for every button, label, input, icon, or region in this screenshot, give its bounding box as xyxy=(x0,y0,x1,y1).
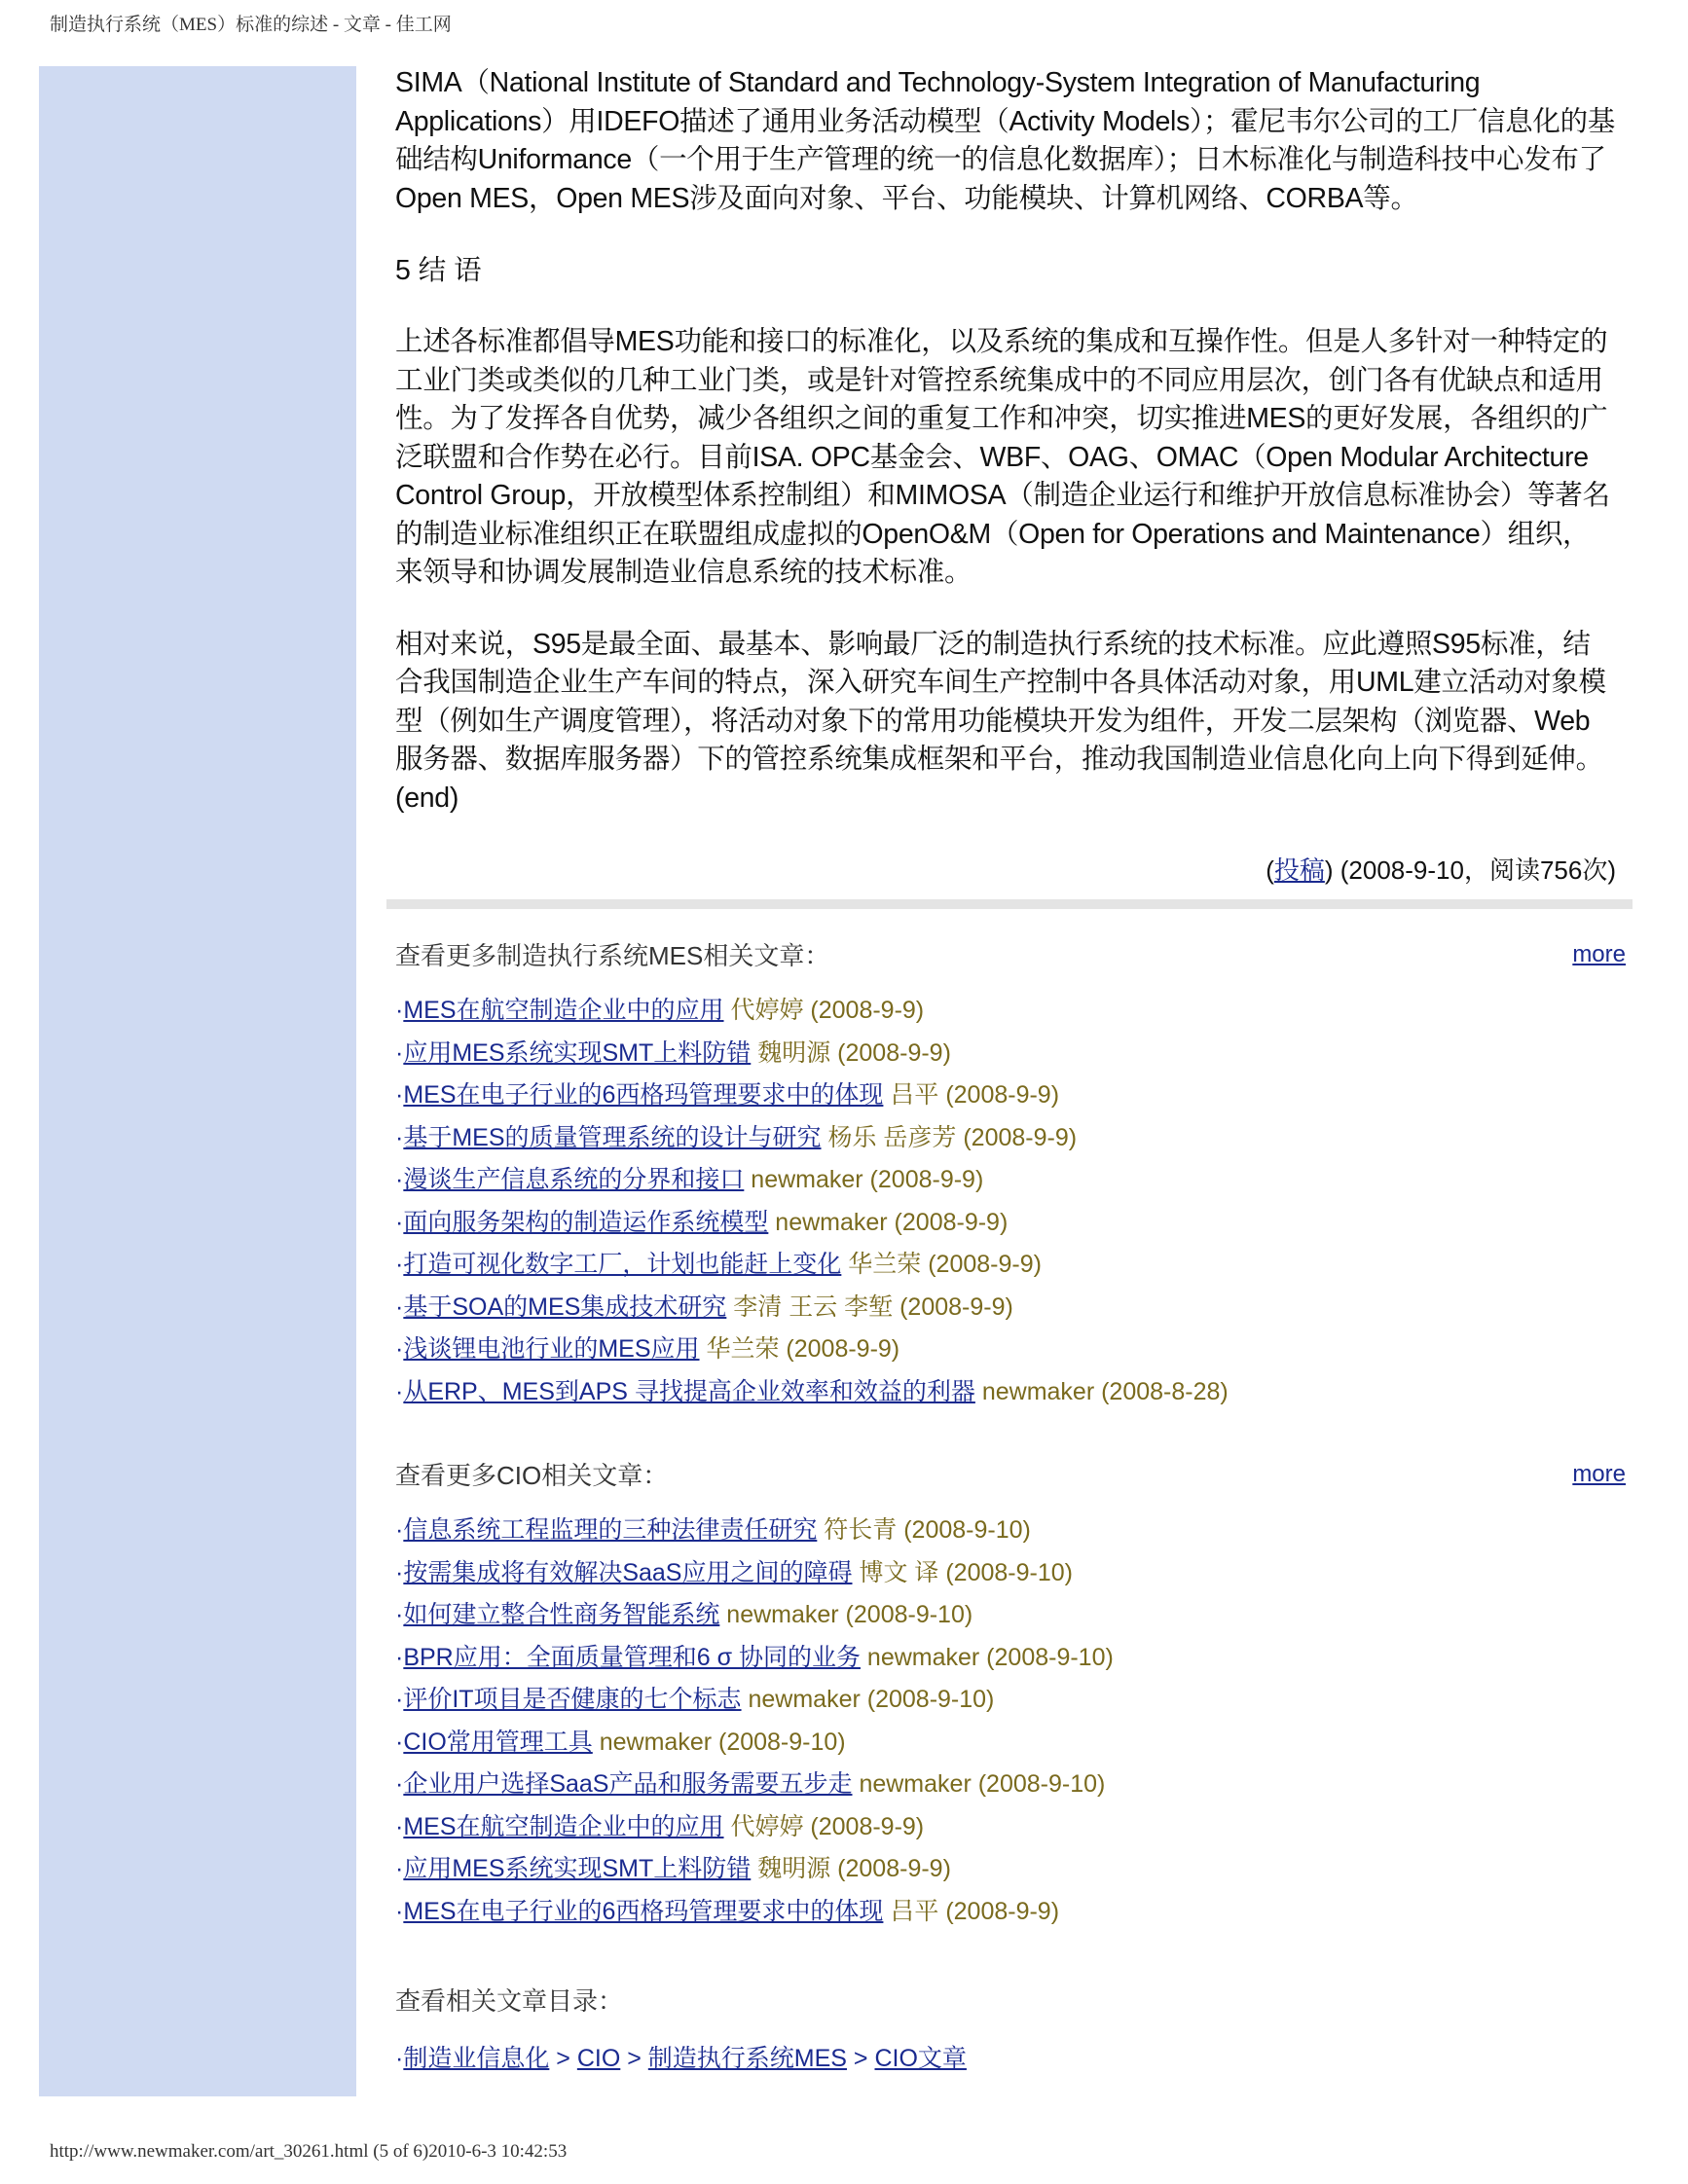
list-bullet: · xyxy=(395,1038,404,1067)
related-article-item xyxy=(395,1637,1626,1680)
list-bullet: · xyxy=(395,1897,404,1925)
related-article-meta: 魏明源 (2008-9-9) xyxy=(751,1038,951,1067)
related-article-item xyxy=(395,1806,1626,1849)
category-link-cio-articles[interactable]: CIO文章 xyxy=(874,2045,967,2072)
related-article-meta: 符长青 (2008-9-10) xyxy=(817,1516,1031,1544)
related-article-item xyxy=(395,1510,1626,1552)
related-article-link[interactable]: 评价IT项目是否健康的七个标志 xyxy=(403,1686,742,1713)
related-article-item xyxy=(395,1722,1626,1765)
related-article-link[interactable]: 按需集成将有效解决SaaS应用之间的障碍 xyxy=(403,1558,853,1586)
list-bullet: · xyxy=(395,1251,404,1278)
section-divider xyxy=(386,899,1633,909)
related-article-link[interactable]: 应用MES系统实现SMT上料防错 xyxy=(403,1038,752,1067)
related-article-link[interactable]: MES在电子行业的6西格玛管理要求中的体现 xyxy=(403,1897,884,1925)
related-article-item xyxy=(395,1117,1626,1160)
cio-more-link[interactable]: more xyxy=(1572,1460,1626,1487)
related-article-link[interactable]: 信息系统工程监理的三种法律责任研究 xyxy=(403,1516,818,1544)
list-bullet: · xyxy=(395,1558,404,1586)
category-section xyxy=(395,1982,1626,2074)
post-meta-info: ) (2008-9-10，阅读756次) xyxy=(1324,855,1616,885)
related-article-item xyxy=(395,1679,1626,1722)
category-separator: > xyxy=(620,2045,648,2072)
list-bullet: · xyxy=(395,1208,404,1236)
related-article-item xyxy=(395,1244,1626,1287)
related-article-item xyxy=(395,1329,1626,1371)
print-header: 制造执行系统（MES）标准的综述 - 文章 - 佳工网 xyxy=(50,15,452,35)
related-article-meta: newmaker (2008-9-10) xyxy=(741,1686,995,1713)
related-article-meta: newmaker (2008-9-10) xyxy=(592,1728,846,1756)
list-bullet: · xyxy=(395,1728,404,1756)
related-article-meta: 吕平 (2008-9-9) xyxy=(883,1897,1060,1925)
related-article-item xyxy=(395,1848,1626,1891)
list-bullet: · xyxy=(395,1516,404,1544)
related-article-meta: newmaker (2008-9-9) xyxy=(744,1166,984,1193)
article-paragraph-3: 相对来说，S95是最全面、最基本、影响最厂泛的制造执行系统的技术标准。应此遵照S95标准，结合我国制造企业生产车间的特点，深入研究车间生产控制中各具体活动对象，用UML建立活动对象模型（例如生产调度管理），将活动对象下的常用功能模块开发为组件，开发二层架构（浏览器、Web服务器、数据库服务器）下的管控系统集成框架和平台，推动我国制造业信息化向上向下得到延伸。(end) xyxy=(395,628,1606,814)
related-article-item xyxy=(395,1764,1626,1806)
list-bullet: · xyxy=(395,1601,404,1628)
related-article-meta: newmaker (2008-9-10) xyxy=(852,1770,1106,1798)
category-bullet: · xyxy=(395,2045,404,2072)
list-bullet: · xyxy=(395,1335,404,1363)
list-bullet: · xyxy=(395,1770,404,1798)
related-article-item xyxy=(395,1287,1626,1329)
related-article-item xyxy=(395,1202,1626,1245)
related-article-item xyxy=(395,1033,1626,1075)
category-link-manufacturing-it[interactable]: 制造业信息化 xyxy=(403,2045,550,2072)
related-article-link[interactable]: 面向服务架构的制造运作系统模型 xyxy=(403,1208,769,1236)
mes-related-list xyxy=(395,990,1626,1413)
category-heading: 查看相关文章目录： xyxy=(395,1986,624,2016)
related-article-link[interactable]: CIO常用管理工具 xyxy=(403,1728,593,1756)
related-article-meta: 博文 译 (2008-9-10) xyxy=(852,1558,1073,1586)
article-body xyxy=(395,64,1616,887)
list-bullet: · xyxy=(395,1166,404,1193)
related-article-item xyxy=(395,1371,1626,1414)
submit-article-link[interactable]: 投稿 xyxy=(1273,855,1325,885)
related-article-item xyxy=(395,1891,1626,1934)
category-link-mes[interactable]: 制造执行系统MES xyxy=(647,2045,847,2072)
left-sidebar xyxy=(39,66,356,2096)
related-article-link[interactable]: 基于MES的质量管理系统的设计与研究 xyxy=(403,1123,822,1151)
related-article-meta: 杨乐 岳彦芳 (2008-9-9) xyxy=(821,1123,1078,1151)
related-article-link[interactable]: 从ERP、MES到APS 寻找提高企业效率和效益的利器 xyxy=(403,1377,975,1405)
related-article-meta: newmaker (2008-9-10) xyxy=(719,1601,973,1628)
list-bullet: · xyxy=(395,1686,404,1713)
related-article-meta: 魏明源 (2008-9-9) xyxy=(751,1855,951,1882)
related-article-item xyxy=(395,990,1626,1033)
related-article-link[interactable]: 浅谈锂电池行业的MES应用 xyxy=(403,1335,700,1363)
list-bullet: · xyxy=(395,1377,404,1405)
related-article-link[interactable]: 企业用户选择SaaS产品和服务需要五步走 xyxy=(403,1770,853,1798)
mes-more-link[interactable]: more xyxy=(1572,940,1626,967)
list-bullet: · xyxy=(395,997,404,1024)
print-footer: http://www.newmaker.com/art_30261.html (5 of 6)2010-6-3 10:42:53 xyxy=(50,2141,568,2162)
related-article-meta: 吕平 (2008-9-9) xyxy=(883,1081,1060,1109)
cio-related-section xyxy=(395,1456,1626,1933)
related-article-meta: 代婷婷 (2008-9-9) xyxy=(723,1812,925,1840)
mes-related-heading: 查看更多制造执行系统MES相关文章： xyxy=(395,941,830,970)
section-heading-conclusion: 5 结 语 xyxy=(395,255,482,286)
related-article-meta: 代婷婷 (2008-9-9) xyxy=(723,997,925,1024)
list-bullet: · xyxy=(395,1081,404,1109)
related-article-link[interactable]: 基于SOA的MES集成技术研究 xyxy=(403,1292,727,1321)
list-bullet: · xyxy=(395,1123,404,1151)
related-article-meta: newmaker (2008-9-10) xyxy=(860,1643,1114,1671)
mes-related-section xyxy=(395,936,1626,1413)
list-bullet: · xyxy=(395,1812,404,1840)
related-article-meta: 华兰荣 (2008-9-9) xyxy=(841,1251,1042,1278)
article-paragraph-2: 上述各标准都倡导MES功能和接口的标准化，以及系统的集成和互操作性。但是人多针对一种特定的工业门类或类似的几种工业门类，或是针对管控系统集成中的不同应用层次，创门各有优缺点和适用性。为了发挥各自优势，减少各组织之间的重复工作和冲突，切实推进MES的更好发展，各组织的广泛联盟和合作势在必行。目前ISA. OPC基金会、WBF、OAG、OMAC（Open Modular Architecture Control Group，开放模型体系控制组）和MIMOSA（制造企业运行和维护开放信息标准协会）等著名的制造业标准组织正在联盟组成虚拟的OpenO&M（Open for Operations and Maintenance）组织，来领导和协调发展制造业信息系统的技术标准。 xyxy=(395,326,1610,588)
related-article-link[interactable]: 如何建立整合性商务智能系统 xyxy=(403,1601,720,1628)
list-bullet: · xyxy=(395,1643,404,1671)
related-article-item xyxy=(395,1074,1626,1117)
category-separator: > xyxy=(846,2045,875,2072)
post-meta-open: ( xyxy=(1266,855,1274,885)
related-article-link[interactable]: 漫谈生产信息系统的分界和接口 xyxy=(403,1166,745,1193)
list-bullet: · xyxy=(395,1292,404,1321)
related-article-item xyxy=(395,1159,1626,1202)
cio-related-list xyxy=(395,1510,1626,1933)
related-article-item xyxy=(395,1552,1626,1595)
cio-related-heading: 查看更多CIO相关文章： xyxy=(395,1461,669,1490)
category-breadcrumb xyxy=(395,2039,1626,2074)
related-article-link[interactable]: MES在航空制造企业中的应用 xyxy=(403,997,724,1024)
category-separator: > xyxy=(549,2045,577,2072)
related-article-meta: newmaker (2008-9-9) xyxy=(768,1208,1009,1236)
related-article-link[interactable]: 打造可视化数字工厂，计划也能赶上变化 xyxy=(403,1251,842,1278)
related-article-item xyxy=(395,1594,1626,1637)
related-article-meta: 李清 王云 李堑 (2008-9-9) xyxy=(726,1292,1013,1321)
related-article-link[interactable]: BPR应用：全面质量管理和6 σ 协同的业务 xyxy=(403,1643,861,1671)
related-article-link[interactable]: MES在电子行业的6西格玛管理要求中的体现 xyxy=(403,1081,884,1109)
related-article-meta: 华兰荣 (2008-9-9) xyxy=(699,1335,900,1363)
related-article-link[interactable]: MES在航空制造企业中的应用 xyxy=(403,1812,724,1840)
list-bullet: · xyxy=(395,1855,404,1882)
related-article-link[interactable]: 应用MES系统实现SMT上料防错 xyxy=(403,1855,752,1882)
article-paragraph-1: SIMA（National Institute of Standard and Technology-System Integration of Manufacturing Applications）用IDEFO描述了通用业务活动模型（Activity Models）；霍尼韦尔公司的工厂信息化的基础结构Uniformance（一个用于生产管理的统一的信息化数据库）；日木标准化与制造科技中心发布了Open MES，Open MES涉及面向对象、平台、功能模块、计算机网络、CORBA等。 xyxy=(395,67,1615,214)
post-meta xyxy=(395,851,1616,887)
category-link-cio[interactable]: CIO xyxy=(576,2045,621,2072)
related-article-meta: newmaker (2008-8-28) xyxy=(974,1377,1229,1405)
